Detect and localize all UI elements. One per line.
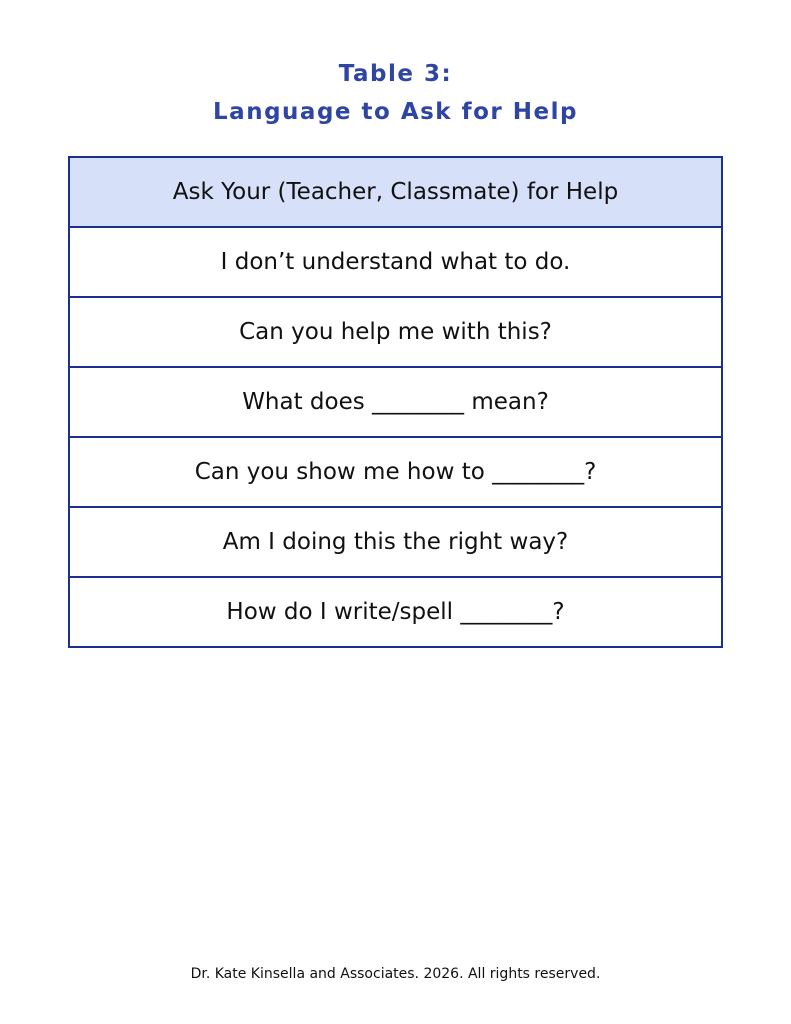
phrase-cell: Can you show me how to ________? bbox=[69, 437, 722, 507]
phrase-cell: Can you help me with this? bbox=[69, 297, 722, 367]
copyright-footer: Dr. Kate Kinsella and Associates. 2026. All rights reserved. bbox=[190, 966, 601, 982]
table-row bbox=[69, 577, 722, 647]
phrase-cell: How do I write/spell ________? bbox=[69, 577, 722, 647]
page-title bbox=[0, 55, 791, 131]
phrase-cell: Am I doing this the right way? bbox=[69, 507, 722, 577]
phrase-cell: I don’t understand what to do. bbox=[69, 227, 722, 297]
table-row bbox=[69, 507, 722, 577]
phrase-cell: What does ________ mean? bbox=[69, 367, 722, 437]
table-title-heading: Language to Ask for Help bbox=[213, 99, 578, 125]
table-header-row bbox=[69, 157, 722, 227]
table-row bbox=[69, 297, 722, 367]
table-row bbox=[69, 227, 722, 297]
table-row bbox=[69, 367, 722, 437]
table-header-cell: Ask Your (Teacher, Classmate) for Help bbox=[69, 157, 722, 227]
table-row bbox=[69, 437, 722, 507]
table-number-heading: Table 3: bbox=[338, 61, 453, 87]
help-phrases-table bbox=[68, 156, 723, 648]
